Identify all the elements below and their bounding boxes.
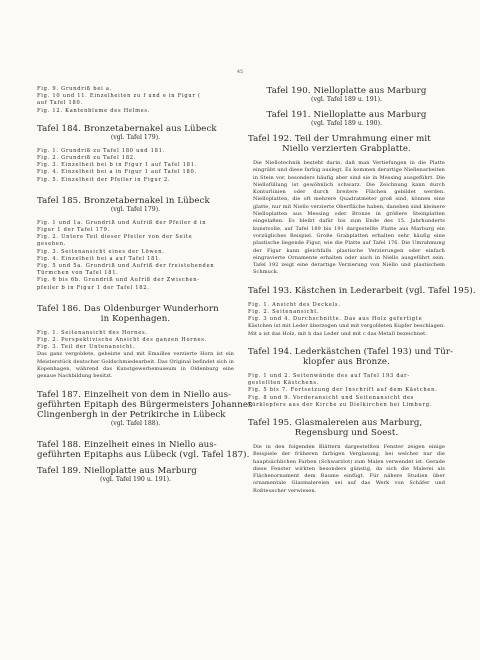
figure-caption: Fig. 5 bis 7. Fortsetzung der Inschrift auf dem Kästchen. — [248, 387, 438, 394]
plate-subheading-185: (vgl. Tafel 179). — [110, 205, 161, 213]
figure-caption: gesehen. — [37, 241, 67, 248]
figure-caption: Türklopfers aus der Kirche zu Dielkirchen bei Limburg. — [248, 401, 433, 408]
figure-caption: Fig. 4. Einzelheit bei a auf Tafel 181. — [37, 255, 162, 262]
page-number: 45 — [236, 69, 244, 75]
figure-caption: Fig. 12. Kantenblume des Helmes. — [37, 107, 151, 114]
plate-heading-186: Tafel 186. Das Oldenburger Wunderhorn — [37, 303, 219, 314]
figure-caption: Fig. 1 und 1a. Grundriß und Aufriß der Pfeiler d in — [37, 219, 207, 226]
figure-caption: Fig. 3. Einzelheit bei b in Figur 1 auf Tafel 181. — [37, 162, 198, 169]
plate-heading-185: Tafel 185. Bronzetabernakel in Lübeck — [37, 195, 210, 206]
plate-subheading-190: (vgl. Tafel 189 u. 191). — [311, 96, 382, 103]
figure-caption: pfeiler b in Figur 1 der Tafel 182. — [37, 284, 150, 291]
plate-subheading-189: (vgl. Tafel 190 u. 191). — [100, 475, 171, 483]
plate-heading-195-cont: Regensburg und Soest. — [294, 427, 399, 438]
plate-subheading-191: (vgl. Tafel 189 u. 190). — [311, 120, 382, 127]
plate-heading-194: Tafel 194. Lederkästchen (Tafel 193) und Tür- — [248, 346, 454, 357]
body-paragraph: Das ganz vergoldete, gebeizte und mit Emailles verzierte Horn ist ein Meisterstück deutscher Goldschmiedearbeit. Das Original befindet sich in Kopenhagen, während das Kunstgewerbemuseum in Oldenburg eine genaue Nachbildung besitzt. — [37, 351, 234, 380]
figure-caption: Fig. 2. Untere Teil dieser Pfeiler von der Seite — [37, 234, 193, 241]
right-column — [248, 86, 476, 495]
figure-caption: Fig. 1. Ansicht des Deckels. — [248, 301, 341, 308]
figure-caption: Fig. 8 und 9. Vorderansicht und Seitenansicht des — [248, 394, 415, 401]
figure-caption: Fig. 1 und 2. Seitenwände des auf Tafel 193 dar- — [248, 372, 410, 379]
figure-caption: Fig. 2. Grundriß zu Tafel 182. — [37, 155, 137, 162]
plate-heading-194-cont: klopfer aus Bronze. — [303, 356, 390, 367]
plate-heading-187-cont: geführten Epitaph des Bürgermeisters Johannes — [37, 399, 253, 410]
figure-caption: Fig. 2. Perspektivische Ansicht des ganzen Hornes. — [37, 337, 207, 344]
plate-heading-184: Tafel 184. Bronzetabernakel aus Lübeck — [37, 123, 217, 134]
plate-heading-188: Tafel 188. Einzelheit eines in Niello aus- — [37, 439, 217, 450]
figure-caption: Fig. 3. Seitenansicht eines der Löwen. — [37, 248, 165, 255]
plate-heading-192-cont: Niello verzierten Grabplatte. — [282, 144, 411, 154]
figure-caption: Fig. 9. Grundriß bei a. — [37, 86, 112, 92]
figure-caption: Fig. 1. Seitenansicht des Hornes. — [37, 329, 148, 336]
figure-caption: Fig. 4. Einzelheit bei a in Figur 1 auf Tafel 180. — [37, 169, 197, 176]
figure-caption: auf Tafel 180. — [37, 100, 83, 107]
plate-heading-192: Tafel 192. Teil der Umrahmung einer mit — [248, 134, 431, 144]
plate-heading-186-cont: in Kopenhagen. — [100, 313, 171, 324]
body-paragraph: Kästchen ist mit Leder überzogen und mit vergoldeten Kupfer beschlagen. Mit a ist das Holz, mit b das Leder und mit c das Metall bezeichnet. — [248, 323, 445, 337]
plate-heading-190: Tafel 190. Nielloplatte aus Marburg — [266, 86, 427, 96]
plate-heading-193: Tafel 193. Kästchen in Lederarbeit (vgl. Tafel 195). — [248, 285, 476, 296]
plate-heading-188-cont: geführten Epitaphs aus Lübeck (vgl. Tafel 187). — [37, 449, 250, 460]
figure-caption: Fig. 5 und 5a. Grundriß und Aufriß der freistehenden — [37, 263, 215, 270]
plate-heading-187-cont: Clingenbergh in der Petrikirche in Lübeck — [37, 409, 226, 420]
body-paragraph: Die Niellotechnik besteht darin, daß man Vertiefungen in die Platte eingräbt und diese farbig auslegt. Es kommen derartige Niellenarbeiten in Stein vor, besonders häufig aber sind sie in Messing ausgeführt. Die Niellofüllung ist gewöhnlich schwarz. Die Zeichnung kann durch Konturlinien oder durch breitere Flächen gebildet werden. Nielloplatten, die oft mehrere Quadratmeter groß sind, können eine glatte, nur mit Niello verzierte Oberfläche haben, daneben sind kleinere Nielloplatten aus Messing oder Bronze in größere Steinplatten eingelaßen. Es bleibt dafür bis zum Ende des 15. Jahrhunderts kunstvolle, auf Tafel 189 bis 191 dargestellte Platte aus Marburg ein vorzügliches Beispiel. Große Grabplatten erhalten sehr häufig eine plastische liegende Figur, wie die Platte auf Tafel 176. Die Umrahmung der Figur kann gleichfalls plastische Verzierungen oder einfach eingravierte Ornamente erhalten oder auch in Niello ausgeführt sein. Tafel 192 zeigt eine derartige Verzierung von Niello und plastischem Schmuck. — [253, 160, 445, 276]
plate-heading-189: Tafel 189. Nielloplatte aus Marburg — [37, 465, 197, 476]
plate-heading-195: Tafel 195. Glasmalereien aus Marburg, — [248, 417, 423, 428]
figure-caption: Fig. 3. Teil der Untenansicht. — [37, 344, 136, 351]
figure-caption: Fig. 6 bis 6b. Grundriß und Aufriß der Zwischen- — [37, 277, 200, 284]
figure-caption: Fig. 10 und 11. Einzelheiten zu f und e in Figur ( — [37, 93, 201, 100]
figure-caption: Türmchen von Tafel 181. — [37, 270, 119, 277]
figure-caption: Fig. 2. Seitenansicht. — [248, 308, 320, 315]
left-column — [37, 86, 253, 484]
plate-subheading-187: (vgl. Tafel 188). — [110, 419, 161, 427]
figure-caption: Figur 1 der Tafel 179. — [37, 227, 110, 234]
figure-caption: Fig. 5. Einzelheit der Pfeiler in Figur 2. — [37, 176, 171, 183]
plate-subheading-184: (vgl. Tafel 179). — [110, 133, 161, 141]
figure-caption: gestellten Kästchens. — [248, 380, 320, 387]
plate-heading-187: Tafel 187. Einzelheit von dem in Niello aus- — [37, 389, 232, 400]
body-paragraph: Die in den folgenden Blättern dargestellten Fenster zeigen einige Beispiele der früheren farbigen Verglasung, bei welcher nur die hauptsächlichen Farben (Schwarzlot) zum Malen verwendet ist. Gerade diese Fenster wirkten besonders günstig, da sich die Malerei als Flächenornament dem Raume einfügt. Für nähere Studien über ornamentale Glasmalereien sei auf das Werk von Schäfer und Roßteuscher verwiesen. — [253, 443, 445, 494]
plate-heading-191: Tafel 191. Nielloplatte aus Marburg — [266, 110, 427, 120]
figure-caption: Fig. 3 und 4. Durchschnitte. Das aus Holz gefertigte — [248, 316, 423, 323]
figure-caption: Fig. 1. Grundriß zu Tafel 180 und 181. — [37, 147, 165, 154]
